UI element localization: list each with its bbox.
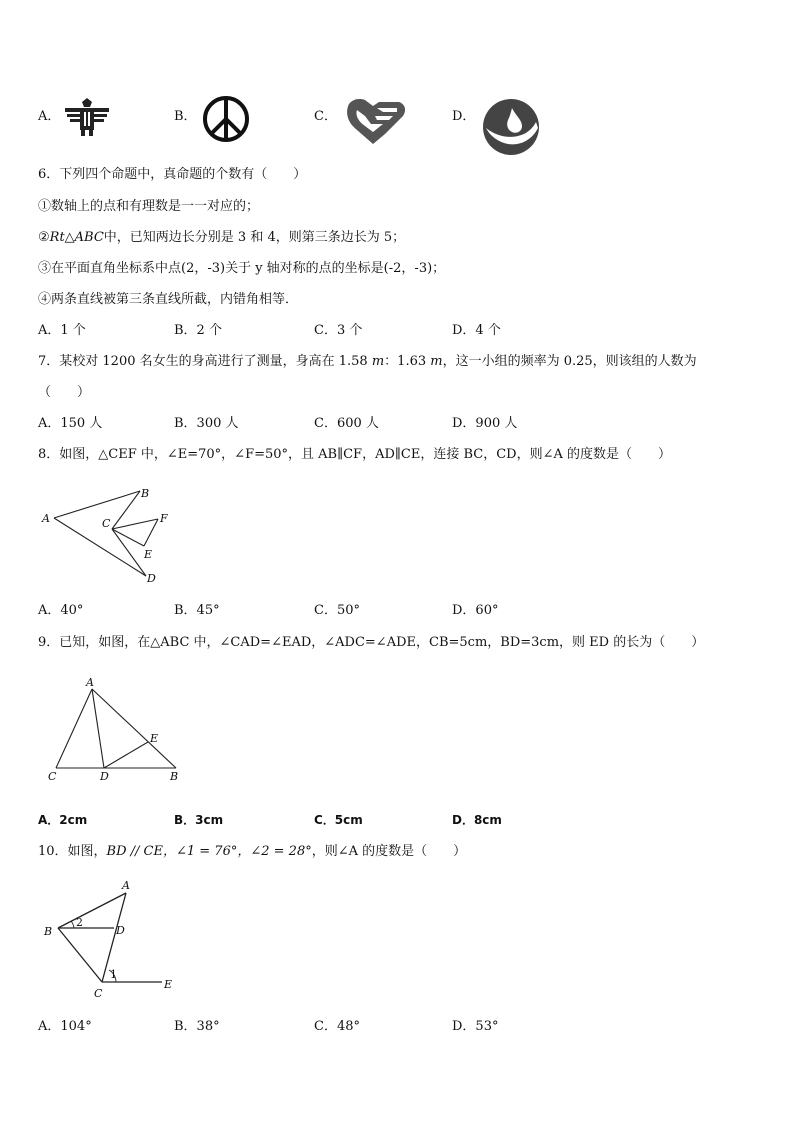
q10-label-e: E xyxy=(164,978,173,991)
q8-label-f: F xyxy=(160,512,168,525)
q8-label-b: B xyxy=(141,487,150,500)
q8-option-a: A．40° xyxy=(38,603,84,618)
q10-stem: 10．如图，BD // CE，∠1 = 76°，∠2 = 28°，则∠A 的度数是（ ） xyxy=(38,844,467,859)
q7-option-b: B．300 人 xyxy=(174,416,239,431)
q6-statement-4: ④两条直线被第三条直线所截，内错角相等． xyxy=(38,292,299,307)
q6-option-b: B．2 个 xyxy=(174,323,222,338)
q10-label-c: C xyxy=(94,987,103,1000)
q10-option-a: A．104° xyxy=(38,1019,92,1034)
q8-option-c: C．50° xyxy=(314,603,360,618)
q10-option-c: C．48° xyxy=(314,1019,360,1034)
water-drop-logo-icon xyxy=(482,98,540,156)
q8-label-a: A xyxy=(42,512,50,525)
q8-stem: 8．如图，△CEF 中，∠E=70°，∠F=50°，且 AB∥CF，AD∥CE，连接 BC，CD，则∠A 的度数是（ ） xyxy=(38,447,671,462)
q8-option-b: B．45° xyxy=(174,603,220,618)
q10-label-d: D xyxy=(116,924,125,937)
q10-label-a: A xyxy=(122,879,130,892)
heart-hand-logo-icon xyxy=(343,96,409,148)
q10-option-b: B．38° xyxy=(174,1019,220,1034)
q9-label-c: C xyxy=(48,770,57,783)
q9-label-e: E xyxy=(150,732,159,745)
thunderbird-logo-icon xyxy=(62,96,112,138)
q6-stem: 6．下列四个命题中，真命题的个数有（ ） xyxy=(38,167,307,182)
q9-stem: 9．已知，如图，在△ABC 中，∠CAD=∠EAD，∠ADC=∠ADE，CB=5cm，BD=3cm，则 ED 的长为（ ） xyxy=(38,635,705,650)
q6-statement-2: ②Rt△ABC中，已知两边长分别是 3 和 4，则第三条边长为 5； xyxy=(38,230,406,245)
q10-label-b: B xyxy=(44,925,53,938)
q9-figure xyxy=(44,674,184,784)
q5-option-d-label: D． xyxy=(452,109,476,124)
q5-option-c-label: C． xyxy=(314,109,337,124)
q5-option-a-label: A． xyxy=(38,109,61,124)
q7-option-d: D．900 人 xyxy=(452,416,518,431)
q10-option-d: D．53° xyxy=(452,1019,499,1034)
q6-option-c: C．3 个 xyxy=(314,323,363,338)
q8-label-c: C xyxy=(102,517,111,530)
q9-option-d: D．8cm xyxy=(452,813,502,827)
q7-option-c: C．600 人 xyxy=(314,416,379,431)
q5-option-b-label: B． xyxy=(174,109,197,124)
q8-label-e: E xyxy=(144,548,153,561)
q8-option-d: D．60° xyxy=(452,603,499,618)
q10-angle-2-label: 2 xyxy=(76,916,83,929)
q7-answer-paren: （ ） xyxy=(38,385,91,400)
q9-option-c: C．5cm xyxy=(314,813,363,827)
q8-figure xyxy=(38,482,178,592)
q10-angle-1-label: 1 xyxy=(110,968,117,981)
q6-statement-3: ③在平面直角坐标系中点(2，-3)关于 y 轴对称的点的坐标是(-2，-3)； xyxy=(38,261,446,276)
q7-stem: 7．某校对 1200 名女生的身高进行了测量，身高在 1.58 m：1.63 m，这一小组的频率为 0.25，则该组的人数为 xyxy=(38,354,697,369)
q6-statement-1: ①数轴上的点和有理数是一一对应的； xyxy=(38,199,260,214)
q9-option-b: B．3cm xyxy=(174,813,224,827)
q6-option-a: A．1 个 xyxy=(38,323,86,338)
q9-option-a: A．2cm xyxy=(38,813,88,827)
q9-label-b: B xyxy=(170,770,179,783)
peace-sign-icon xyxy=(202,95,250,143)
q9-label-a: A xyxy=(86,676,94,689)
q9-label-d: D xyxy=(100,770,109,783)
q10-figure xyxy=(38,876,188,1004)
q7-option-a: A．150 人 xyxy=(38,416,103,431)
q6-option-d: D．4 个 xyxy=(452,323,501,338)
q8-label-d: D xyxy=(147,572,156,585)
